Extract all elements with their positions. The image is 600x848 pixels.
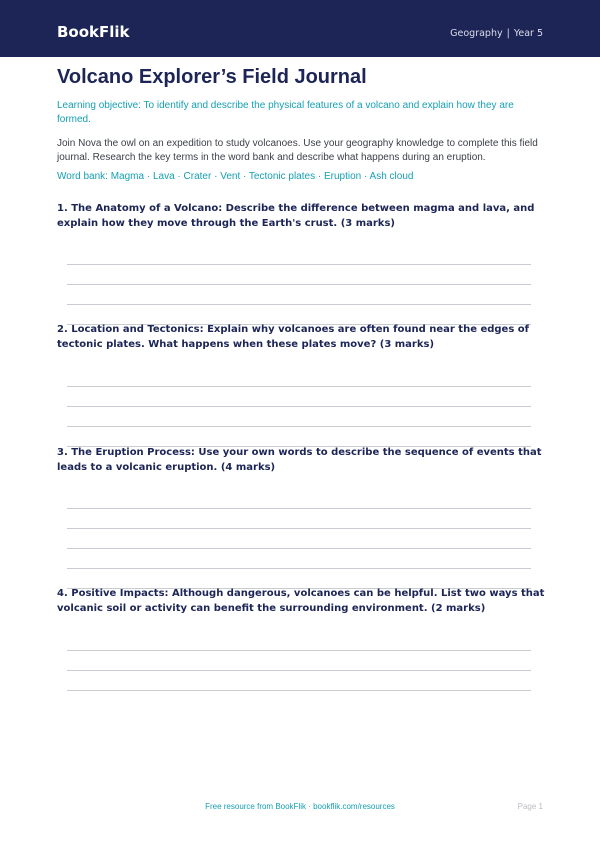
header-bar xyxy=(0,0,600,57)
answer-line[interactable] xyxy=(67,528,531,529)
answer-line[interactable] xyxy=(67,508,531,509)
answer-line[interactable] xyxy=(67,548,531,549)
meta-separator: | xyxy=(506,28,510,39)
answer-line[interactable] xyxy=(67,386,531,387)
answer-line[interactable] xyxy=(67,264,531,265)
answer-line[interactable] xyxy=(67,690,531,691)
word-bank: Word bank: Magma · Lava · Crater · Vent · Tectonic plates · Eruption · Ash cloud xyxy=(57,171,414,182)
answer-line[interactable] xyxy=(67,284,531,285)
brand-logo[interactable]: BookFlik xyxy=(57,23,130,41)
question-1: 1. The Anatomy of a Volcano: Describe the difference between magma and lava, and explain how they move through the Earth's crust. (3 marks) xyxy=(57,203,535,229)
answer-line[interactable] xyxy=(67,650,531,651)
answer-line[interactable] xyxy=(67,670,531,671)
page-number: Page 1 xyxy=(517,802,543,811)
answer-line[interactable] xyxy=(67,406,531,407)
subject-year-meta xyxy=(450,27,543,41)
question-3: 3. The Eruption Process: Use your own words to describe the sequence of events that leads to a volcanic eruption. (4 marks) xyxy=(57,447,542,473)
intro-paragraph: Join Nova the owl on an expedition to study volcanoes. Use your geography knowledge to complete this field journal. Research the key terms in the word bank and describe what happens during an eruption. xyxy=(57,138,538,163)
footer-resource-link[interactable]: Free resource from BookFlik · bookflik.com/resources xyxy=(205,802,395,811)
question-2: 2. Location and Tectonics: Explain why volcanoes are often found near the edges of tectonic plates. What happens when these plates move? (3 marks) xyxy=(57,324,529,350)
learning-objective: Learning objective: To identify and describe the physical features of a volcano and explain how they are formed. xyxy=(57,100,514,125)
subject-label: Geography xyxy=(450,28,503,39)
page-title: Volcano Explorer’s Field Journal xyxy=(57,66,367,88)
question-4: 4. Positive Impacts: Although dangerous, volcanoes can be helpful. List two ways that volcanic soil or activity can benefit the surrounding environment. (2 marks) xyxy=(57,588,545,614)
answer-line[interactable] xyxy=(67,426,531,427)
answer-line[interactable] xyxy=(67,304,531,305)
year-label: Year 5 xyxy=(513,28,543,39)
answer-line[interactable] xyxy=(67,568,531,569)
